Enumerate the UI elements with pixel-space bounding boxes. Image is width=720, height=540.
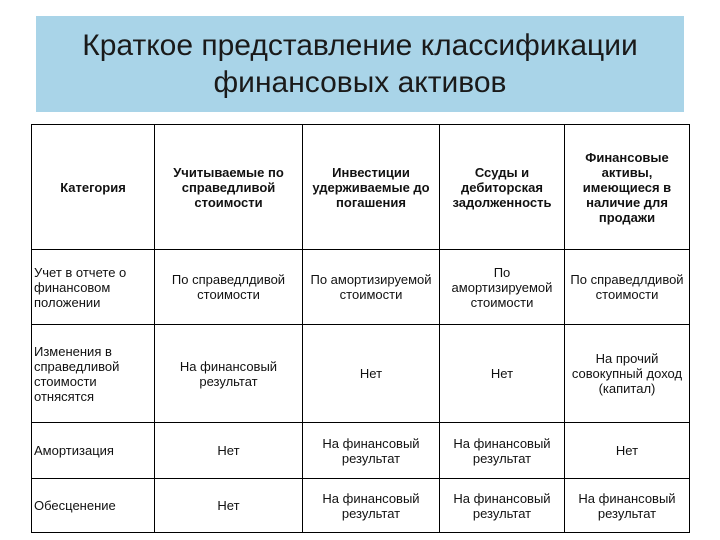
table-cell: Нет — [155, 479, 303, 533]
table-cell: На финансовый результат — [440, 423, 565, 479]
table-cell: Нет — [565, 423, 690, 479]
row-label: Амортизация — [32, 423, 155, 479]
table-cell: Нет — [155, 423, 303, 479]
row-label: Обесценение — [32, 479, 155, 533]
table-cell: По амортизируемой стоимости — [440, 250, 565, 325]
table-cell: На финансовый результат — [303, 423, 440, 479]
table-cell: По справедлдивой стоимости — [155, 250, 303, 325]
slide-title-line-1: Краткое представление классификации — [82, 29, 638, 62]
table-cell: Нет — [440, 325, 565, 423]
row-label: Изменения в справедливой стоимости отнясятся — [32, 325, 155, 423]
table-header-row — [32, 125, 690, 250]
slide-title — [36, 16, 684, 112]
header-held-to-maturity: Инвестиции удерживаемые до погашения — [303, 125, 440, 250]
slide-title-line-2: финансовых активов — [213, 66, 507, 99]
header-available-for-sale: Финансовые активы, имеющиеся в наличие для продажи — [565, 125, 690, 250]
table-row — [32, 325, 690, 423]
table-cell: На финансовый результат — [565, 479, 690, 533]
table-row — [32, 423, 690, 479]
header-loans-receivables: Ссуды и дебиторская задолженность — [440, 125, 565, 250]
table-cell: Нет — [303, 325, 440, 423]
header-fair-value: Учитываемые по справедливой стоимости — [155, 125, 303, 250]
table-cell: На финансовый результат — [440, 479, 565, 533]
table-row — [32, 250, 690, 325]
table-cell: На прочий совокупный доход (капитал) — [565, 325, 690, 423]
table-cell: На финансовый результат — [303, 479, 440, 533]
classification-table — [31, 124, 690, 533]
row-label: Учет в отчете о финансовом положении — [32, 250, 155, 325]
header-category: Категория — [32, 125, 155, 250]
table-row — [32, 479, 690, 533]
table-cell: По амортизируемой стоимости — [303, 250, 440, 325]
table-cell: На финансовый результат — [155, 325, 303, 423]
table-cell: По справедлдивой стоимости — [565, 250, 690, 325]
